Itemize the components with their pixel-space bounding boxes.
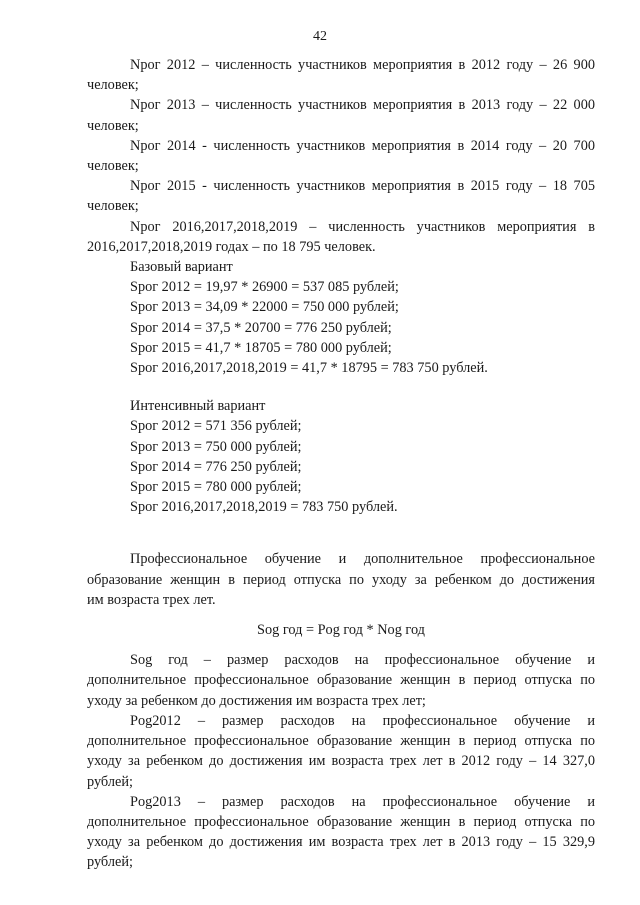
def-pog2013-line3: уходу за ребенком до достижения им возраста трех лет в 2013 году – 15 329,9 (87, 834, 595, 851)
intensive-line-2015: Sрог 2015 = 780 000 рублей; (130, 479, 302, 496)
page-content (87, 55, 595, 873)
section-line2: образование женщин в период отпуска по уходу за ребенком до достижения (87, 571, 595, 588)
base-line-2013: Sрог 2013 = 34,09 * 22000 = 750 000 рублей; (130, 299, 399, 316)
def-pog2012-line3: уходу за ребенком до достижения им возраста трех лет в 2012 году – 14 327,0 (87, 753, 595, 770)
base-variant-heading: Базовый вариант (130, 259, 233, 276)
intensive-variant-heading: Интенсивный вариант (130, 398, 266, 415)
def-pog2012-line1: Pоg2012 – размер расходов на профессиональное обучение и (130, 712, 595, 729)
nrog-2012-line2: человек; (87, 77, 139, 94)
intensive-line-2014: Sрог 2014 = 776 250 рублей; (130, 458, 302, 475)
intensive-line-2016-2019: Sрог 2016,2017,2018,2019 = 783 750 рублей. (130, 499, 398, 516)
nrog-2013-line1: Nрог 2013 – численность участников мероприятия в 2013 году – 22 000 (130, 97, 595, 114)
nrog-2016-2019-line1: Nрог 2016,2017,2018,2019 – численность участников мероприятия в (130, 218, 595, 235)
def-pog2013-line2: дополнительное профессиональное образование женщин в период отпуска по (87, 813, 595, 830)
nrog-2012-line1: Nрог 2012 – численность участников мероприятия в 2012 году – 26 900 (130, 57, 595, 73)
base-line-2014: Sрог 2014 = 37,5 * 20700 = 776 250 рублей; (130, 319, 392, 336)
base-line-2015: Sрог 2015 = 41,7 * 18705 = 780 000 рублей; (130, 339, 392, 356)
section-line1: Профессиональное обучение и дополнительное профессиональное (130, 551, 595, 568)
def-pog2012-line4: рублей; (87, 773, 133, 790)
formula: Sоg год = Pоg год * Nоg год (257, 622, 425, 639)
section-line3: им возраста трех лет. (87, 591, 216, 608)
def-sog-line3: уходу за ребенком до достижения им возраста трех лет; (87, 692, 426, 709)
intensive-variant (87, 396, 595, 517)
intensive-line-2012: Sрог 2012 = 571 356 рублей; (130, 418, 302, 435)
base-line-2016-2019: Sрог 2016,2017,2018,2019 = 41,7 * 18795 = 783 750 рублей. (130, 360, 488, 377)
page-number: 42 (313, 29, 327, 44)
def-pog2012-line2: дополнительное профессиональное образование женщин в период отпуска по (87, 733, 595, 750)
nrog-2015-line1: Nрог 2015 - численность участников мероприятия в 2015 году – 18 705 (130, 178, 595, 195)
nrog-2014-line1: Nрог 2014 - численность участников мероприятия в 2014 году – 20 700 (130, 137, 595, 154)
def-pog2013-line1: Pоg2013 – размер расходов на профессиональное обучение и (130, 793, 595, 810)
intensive-line-2013: Sрог 2013 = 750 000 рублей; (130, 438, 302, 455)
nrog-2015-line2: человек; (87, 198, 139, 215)
nrog-2013-line2: человек; (87, 117, 139, 134)
nrog-2016-2019-line2: 2016,2017,2018,2019 годах – по 18 795 человек. (87, 238, 376, 255)
base-variant (87, 257, 595, 378)
def-sog-line2: дополнительное профессиональное образование женщин в период отпуска по (87, 672, 595, 689)
base-line-2012: Sрог 2012 = 19,97 * 26900 = 537 085 рублей; (130, 279, 399, 296)
nrog-2014-line2: человек; (87, 158, 139, 175)
def-sog-line1: Sоg год – размер расходов на профессиональное обучение и (130, 652, 595, 669)
def-pog2013-line4: рублей; (87, 854, 133, 871)
